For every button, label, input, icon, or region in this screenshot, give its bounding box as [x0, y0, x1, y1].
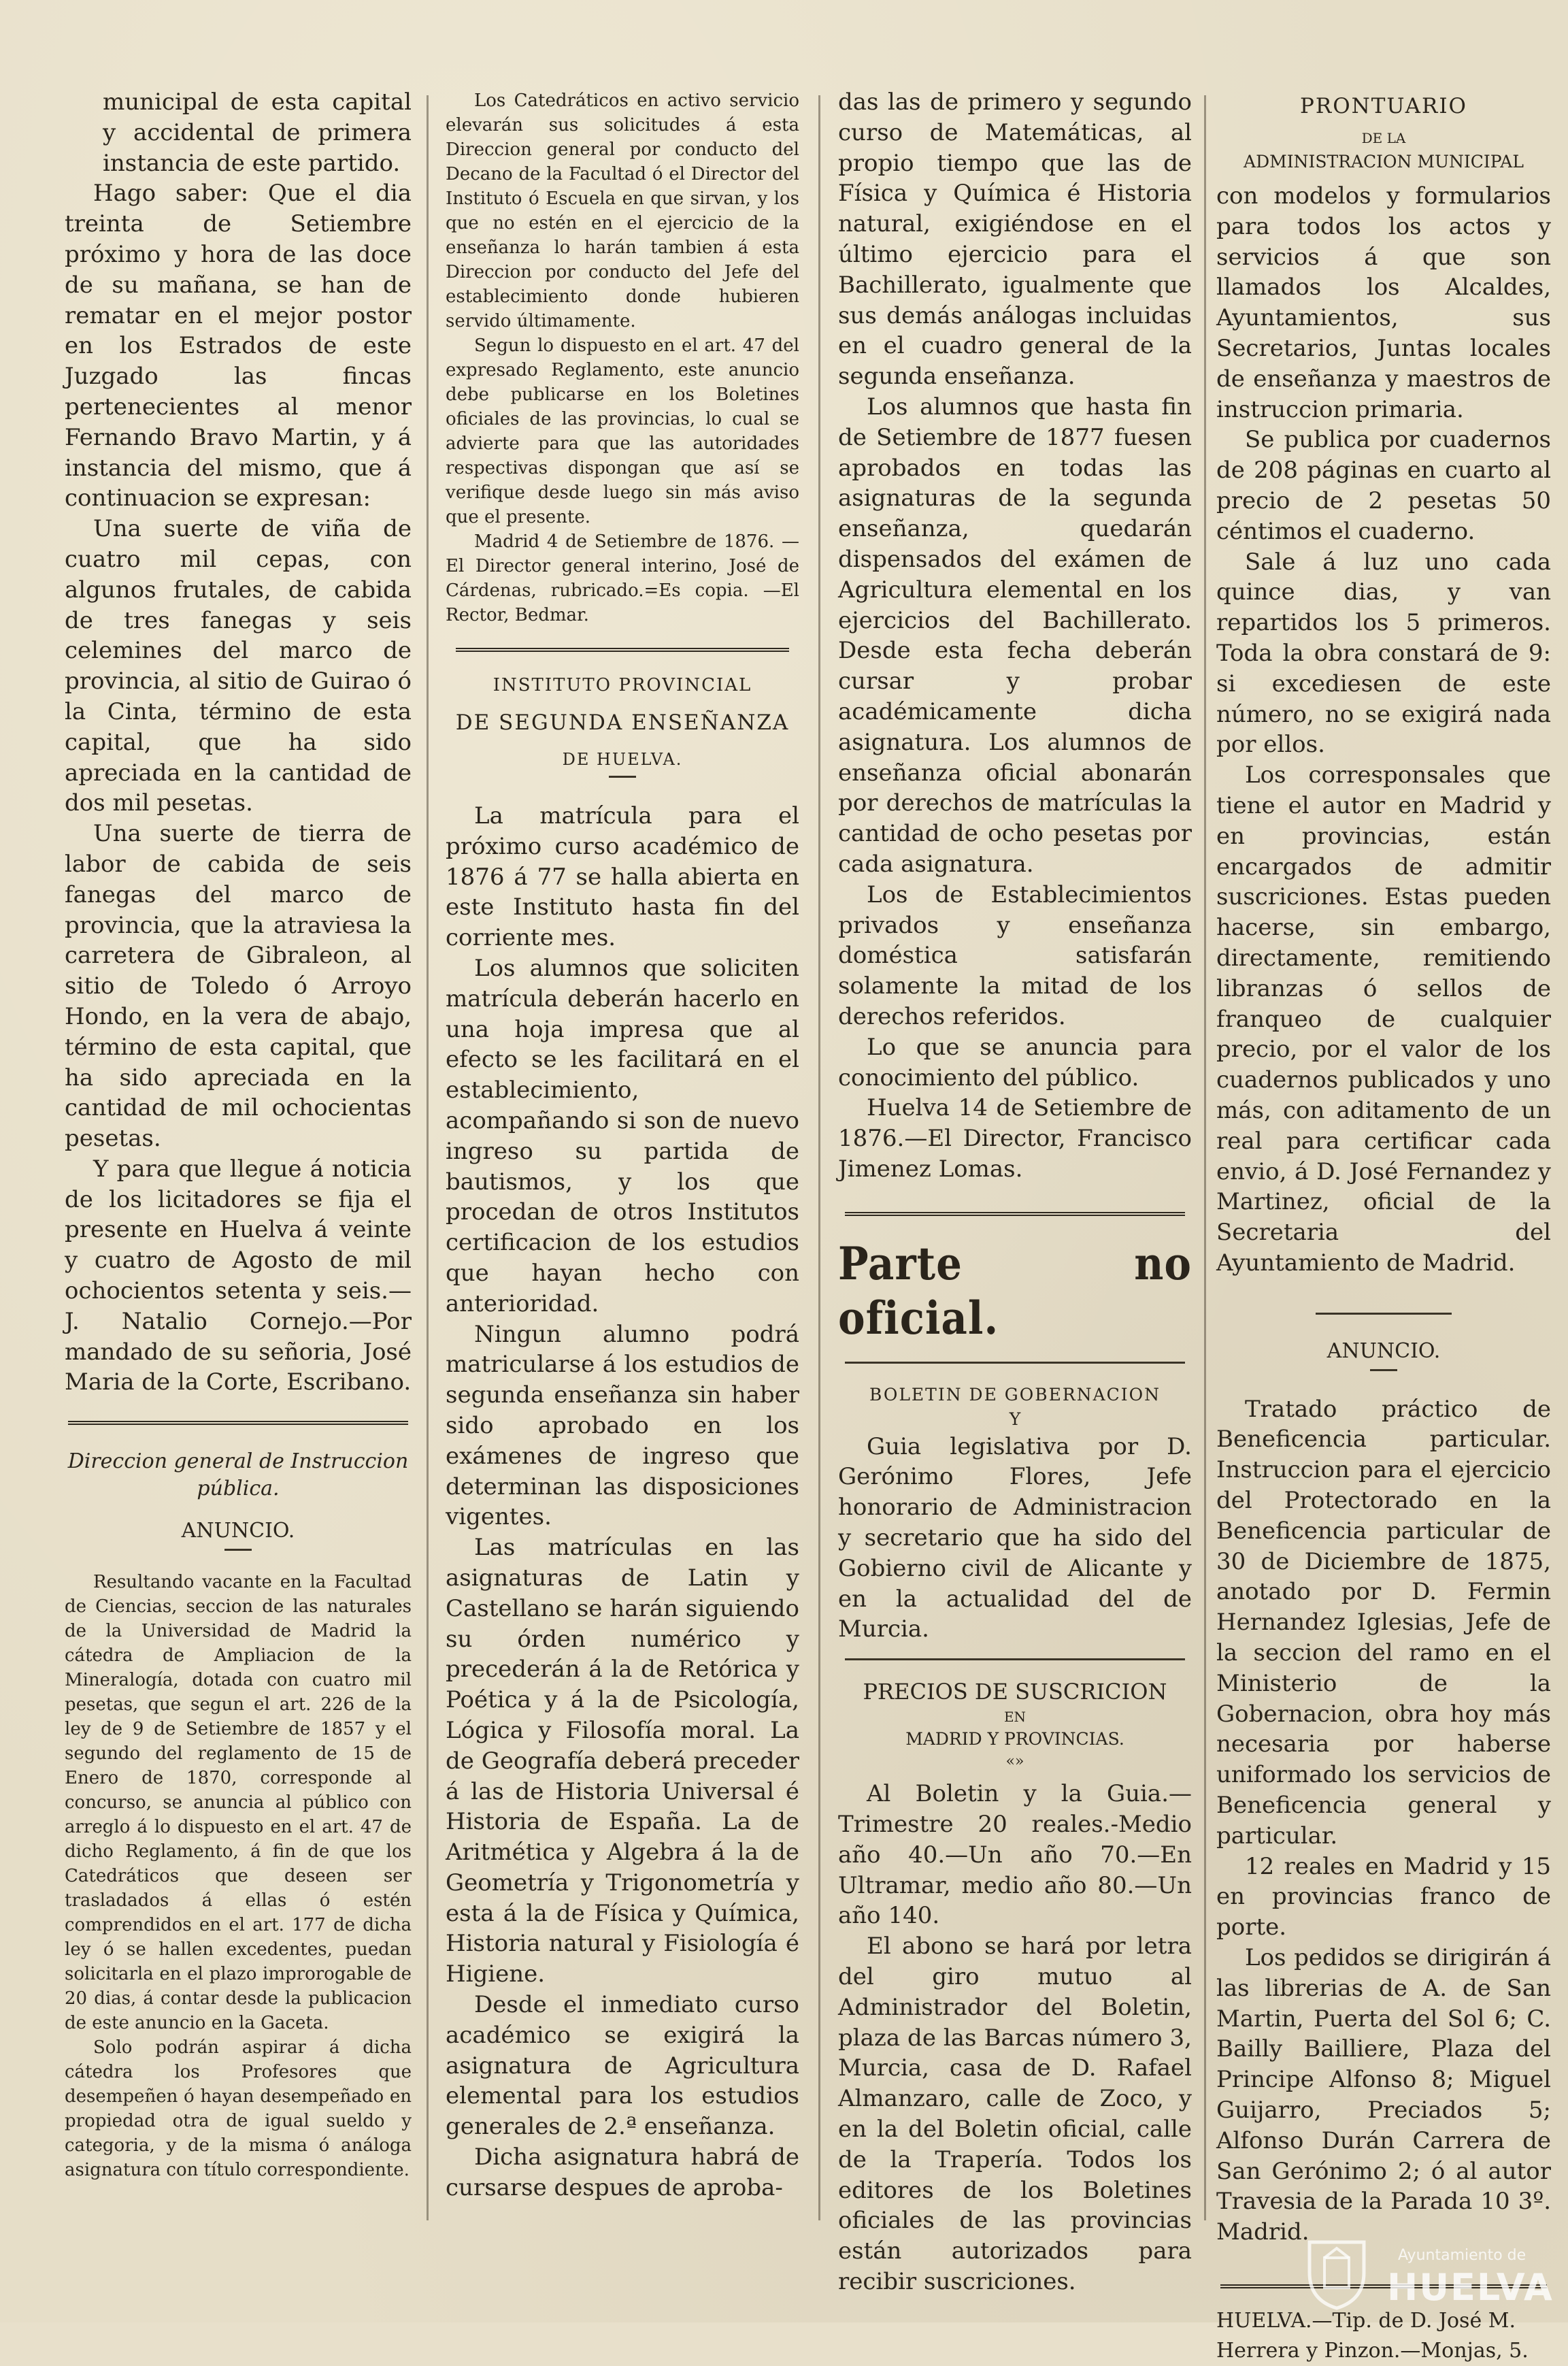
- heading-dash: [1370, 1369, 1397, 1371]
- agricultura-continuation: das las de primero y segundo curso de Matemáticas, al propio tiempo que las de Física y Química é Historia natural, exigiéndose en el último ejercicio para el Bachillerato, igualmente que sus demás análogas incluidas en el cuadro general de la segunda enseñanza.: [838, 88, 1192, 391]
- matricula-open: La matrícula para el próximo curso académico de 1876 á 77 se halla abierta en este Instituto hasta fin del corriente mes.: [446, 802, 799, 952]
- court-intro: municipal de esta capital y accidental de primera instancia de este partido.: [103, 88, 412, 177]
- institute-heading-2: DE SEGUNDA ENSEÑANZA: [455, 710, 790, 735]
- matricula-requirement: Ningun alumno podrá matricularse á los estudios de segunda enseñanza sin haber sido aprobado en los exámenes de ingreso que determinan las disposiciones vigentes.: [446, 1320, 799, 1531]
- column-rule: [1204, 95, 1206, 2220]
- column-rule: [427, 95, 429, 2220]
- court-notice: Hago saber: Que el dia treinta de Setiembre próximo y hora de las doce de su mañana, se han de rematar en el mejor postor en los Estrados de este Juzgado las fincas pertenecientes al menor Fernando Bravo Martin, y á instancia del mismo, que á continuacion se expresan:: [65, 180, 412, 512]
- watermark-line-2: HUELVA: [1387, 2266, 1554, 2309]
- prontuario-correspondents: Los corresponsales que tiene el autor en Madrid y en provincias, están encargados de admitir suscriciones. Estas pueden hacerse, sin embargo, directamente, remitiendo libranzas ó sellos de franqueo de cualquier precio, por el valor de los cuadernos publicados y uno más, con aditamento de un real para certificar cada envio, á D. José Fernandez y Martinez, oficial de la Secretaria del Ayuntamiento de Madrid.: [1216, 761, 1551, 1277]
- catedraticos-text: Los Catedráticos en activo servicio elevarán sus solicitudes á esta Direccion general por conducto del Decano de la Facultad ó el Director del Instituto ó Escuela en que sirvan, y los que no estén en el ejercicio de la enseñanza lo harán tambien á esta Direccion por conducto del Jefe del establecimiento donde hubieren servido últimamente.: [446, 91, 799, 331]
- printer-imprint: HUELVA.—Tip. de D. José M. Herrera y Pinzon.—Monjas, 5.: [1216, 2309, 1529, 2363]
- column-rule: [818, 95, 820, 2220]
- huelva-signature: Huelva 14 de Setiembre de 1876.—El Director, Francisco Jimenez Lomas.: [838, 1094, 1192, 1183]
- boletin-heading-y: Y: [1009, 1409, 1021, 1429]
- anuncio-heading-2: ANUNCIO.: [1327, 1338, 1441, 1363]
- agricultura-continued: Dicha asignatura habrá de cursarse despues de aproba-: [446, 2143, 799, 2201]
- beneficencia-orders: Los pedidos se dirigirán á las librerias de A. de San Martin, Puerta del Sol 6; C. Bailly Bailliere, Plaza del Principe Alfonso 8; Miguel Guijarro, Preciados 5; Alfonso Durán Carrera de San Gerónimo 2; ó al autor Travesia de la Parada 10 3º. Madrid.: [1216, 1944, 1551, 2246]
- column-4: [1216, 0, 1551, 2363]
- subscription-payment: El abono se hará por letra del giro mutuo al Administrador del Boletin, plaza de las Barcas número 3, Murcia, casa de D. Rafael Almanzaro, calle de Zoco, y en la del Boletin oficial, calle de la Trapería. Todos los editores de los Boletines oficiales de las provincias están autorizados para recibir suscriciones.: [838, 1933, 1192, 2296]
- boletin-heading: BOLETIN DE GOBERNACION: [869, 1384, 1161, 1404]
- anuncio-publico: Lo que se anuncia para conocimiento del público.: [838, 1033, 1192, 1091]
- column-2: [446, 0, 799, 2322]
- court-signature: Y para que llegue á noticia de los licitadores se fija el presente en Huelva á veinte y cuatro de Agosto de mil ochocientos setenta y seis.—J. Natalio Cornejo.—Por mandado de su señoria, José Maria de la Corte, Escribano.: [65, 1155, 412, 1396]
- precios-ornament: «»: [1005, 1753, 1024, 1771]
- institute-heading-3: DE HUELVA.: [562, 750, 683, 769]
- watermark-line-1: Ayuntamiento de: [1398, 2247, 1527, 2264]
- prontuario-schedule: Sale á luz uno cada quince dias, y van repartidos los 5 primeros. Toda la obra constará de 9: si excediesen de este número, no se exigirá nada por ellos.: [1216, 548, 1551, 759]
- establecimientos-privados: Los de Establecimientos privados y enseñanza doméstica satisfarán solamente la mitad de los derechos referidos.: [838, 881, 1192, 1030]
- precios-heading-madrid: MADRID Y PROVINCIAS.: [905, 1729, 1124, 1749]
- property-farmland: Una suerte de tierra de labor de cabida de seis fanegas del marco de provincia, que la atraviesa la carretera de Gibraleon, al sitio de Toledo ó Arroyo Hondo, en la vera de abajo, término de esta capital, que ha sido apreciada en la cantidad de mil ochocientas pesetas.: [65, 820, 412, 1153]
- subscription-prices: Al Boletin y la Guia.—Trimestre 20 reales.-Medio año 40.—Un año 70.—En Ultramar, medio año 80.—Un año 140.: [838, 1780, 1192, 1930]
- column-3: [838, 0, 1192, 2322]
- reglamento-text: Segun lo dispuesto en el art. 47 del expresado Reglamento, este anuncio debe publicarse en los Boletines oficiales de las provincias, lo cual se advierte para que las autoridades respectivas dispongan que así se verifique desde luego sin más aviso que el presente.: [446, 335, 799, 527]
- anuncio-heading: ANUNCIO.: [181, 1519, 295, 1543]
- beneficencia-price: 12 reales en Madrid y 15 en provincias franco de porte.: [1216, 1852, 1551, 1941]
- column-1: [65, 0, 412, 2322]
- prontuario-description: con modelos y formularios para todos los actos y servicios á que son llamados los Alcaldes, Ayuntamientos, sus Secretarios, Juntas locales de enseñanza y maestros de instruccion primaria.: [1216, 182, 1551, 423]
- institute-heading-1: INSTITUTO PROVINCIAL: [493, 675, 752, 695]
- prontuario-heading-de-la: DE LA: [1361, 130, 1406, 146]
- coat-of-arms-icon: [1296, 2232, 1378, 2314]
- chair-eligibility-text: Solo podrán aspirar á dicha cátedra los Profesores que desempeñen ó hayan desempeñado en propiedad otra de igual sueldo y categoria, y de la misma ó análoga asignatura con título correspondiente.: [65, 2037, 412, 2181]
- matricula-order: Las matrículas en las asignaturas de Latin y Castellano se harán siguiendo su órden numérico y precederán á la de Retórica y Poética y á la de Psicología, Lógica y Filosofía moral. La de Geografía deberá preceder á las de Historia Universal é Historia de España. La de Aritmética y Algebra á la de Geometría y Trigonometría y esta á la de Física y Química, Historia natural y Fisiología é Higiene.: [446, 1534, 799, 1988]
- guia-legislativa: Guia legislativa por D. Gerónimo Flores, Jefe honorario de Administracion y secretario que ha sido del Gobierno civil de Alicante y en la actualidad del de Murcia.: [838, 1432, 1192, 1643]
- agricultura-notice: Desde el inmediato curso académico se exigirá la asignatura de Agricultura elemental para los estudios generales de 2.ª enseñanza.: [446, 1991, 799, 2141]
- parte-no-oficial-headline: Parte no oficial.: [838, 1236, 1192, 1345]
- precios-heading-en: EN: [1003, 1709, 1027, 1726]
- matricula-procedure: Los alumnos que soliciten matrícula deberán hacerlo en una hoja impresa que al efecto se les facilitará en el establecimiento, acompañando si son de nuevo ingreso su partida de bautismos, y los que procedan de otros Institutos certificacion de los estudios que hayan hecho con anterioridad.: [446, 954, 799, 1317]
- instruction-directorate-title: Direccion general de Instruccion pública.: [67, 1449, 409, 1501]
- beneficencia-treatise: Tratado práctico de Beneficencia particular. Instruccion para el ejercicio del Protectorado en la Beneficencia particular de 30 de Diciembre de 1875, anotado por D. Fermin Hernandez Iglesias, Jefe de la seccion del ramo en el Ministerio de la Gobernacion, obra hoy más necesaria por haberse uniformado los servicios de Beneficencia general y particular.: [1216, 1395, 1551, 1850]
- precios-heading: PRECIOS DE SUSCRICION: [863, 1679, 1167, 1705]
- madrid-signature: Madrid 4 de Setiembre de 1876. —El Director general interino, José de Cárdenas, rubricado.=Es copia. —El Rector, Bedmar.: [446, 531, 799, 625]
- alumnos-dispensa: Los alumnos que hasta fin de Setiembre de 1877 fuesen aprobados en todas las asignaturas de la segunda enseñanza, quedarán dispensados del exámen de Agricultura elemental en los ejercicios del Bachillerato. Desde esta fecha deberán cursar y probar académicamente dicha asignatura. Los alumnos de enseñanza oficial abonarán por derechos de matrículas la cantidad de ocho pesetas por cada asignatura.: [838, 393, 1192, 878]
- prontuario-heading: PRONTUARIO: [1300, 94, 1467, 118]
- city-watermark: [1296, 2232, 1554, 2314]
- property-vineyard: Una suerte de viña de cuatro mil cepas, con algunos frutales, de cabida de tres fanegas y seis celemines del marco de provincia, al sitio de Guirao ó la Cinta, término de esta capital, que ha sido apreciada en la cantidad de dos mil pesetas.: [65, 515, 412, 817]
- heading-dash: [224, 1549, 252, 1551]
- prontuario-price: Se publica por cuadernos de 208 páginas en cuarto al precio de 2 pesetas 50 céntimos el cuaderno.: [1216, 426, 1551, 545]
- prontuario-heading-admin: ADMINISTRACION MUNICIPAL: [1244, 152, 1524, 171]
- chair-vacancy-text: Resultando vacante en la Facultad de Ciencias, seccion de las naturales de la Universidad de Madrid la cátedra de Ampliacion de la Mineralogía, dotada con cuatro mil pesetas, que segun el art. 226 de la ley de 9 de Setiembre de 1857 y el segundo del reglamento de 15 de Enero de 1870, corresponde al concurso, se anuncia al público con arreglo á lo dispuesto en el art. 47 de dicho Reglamento, á fin de que los Catedráticos que deseen ser trasladados á ellas ó estén comprendidos en el art. 177 de dicha ley ó se hallen excedentes, puedan solicitarla en el plazo improrogable de 20 dias, á contar desde la publicacion de este anuncio en la Gaceta.: [65, 1572, 412, 2034]
- heading-dash: [609, 776, 636, 778]
